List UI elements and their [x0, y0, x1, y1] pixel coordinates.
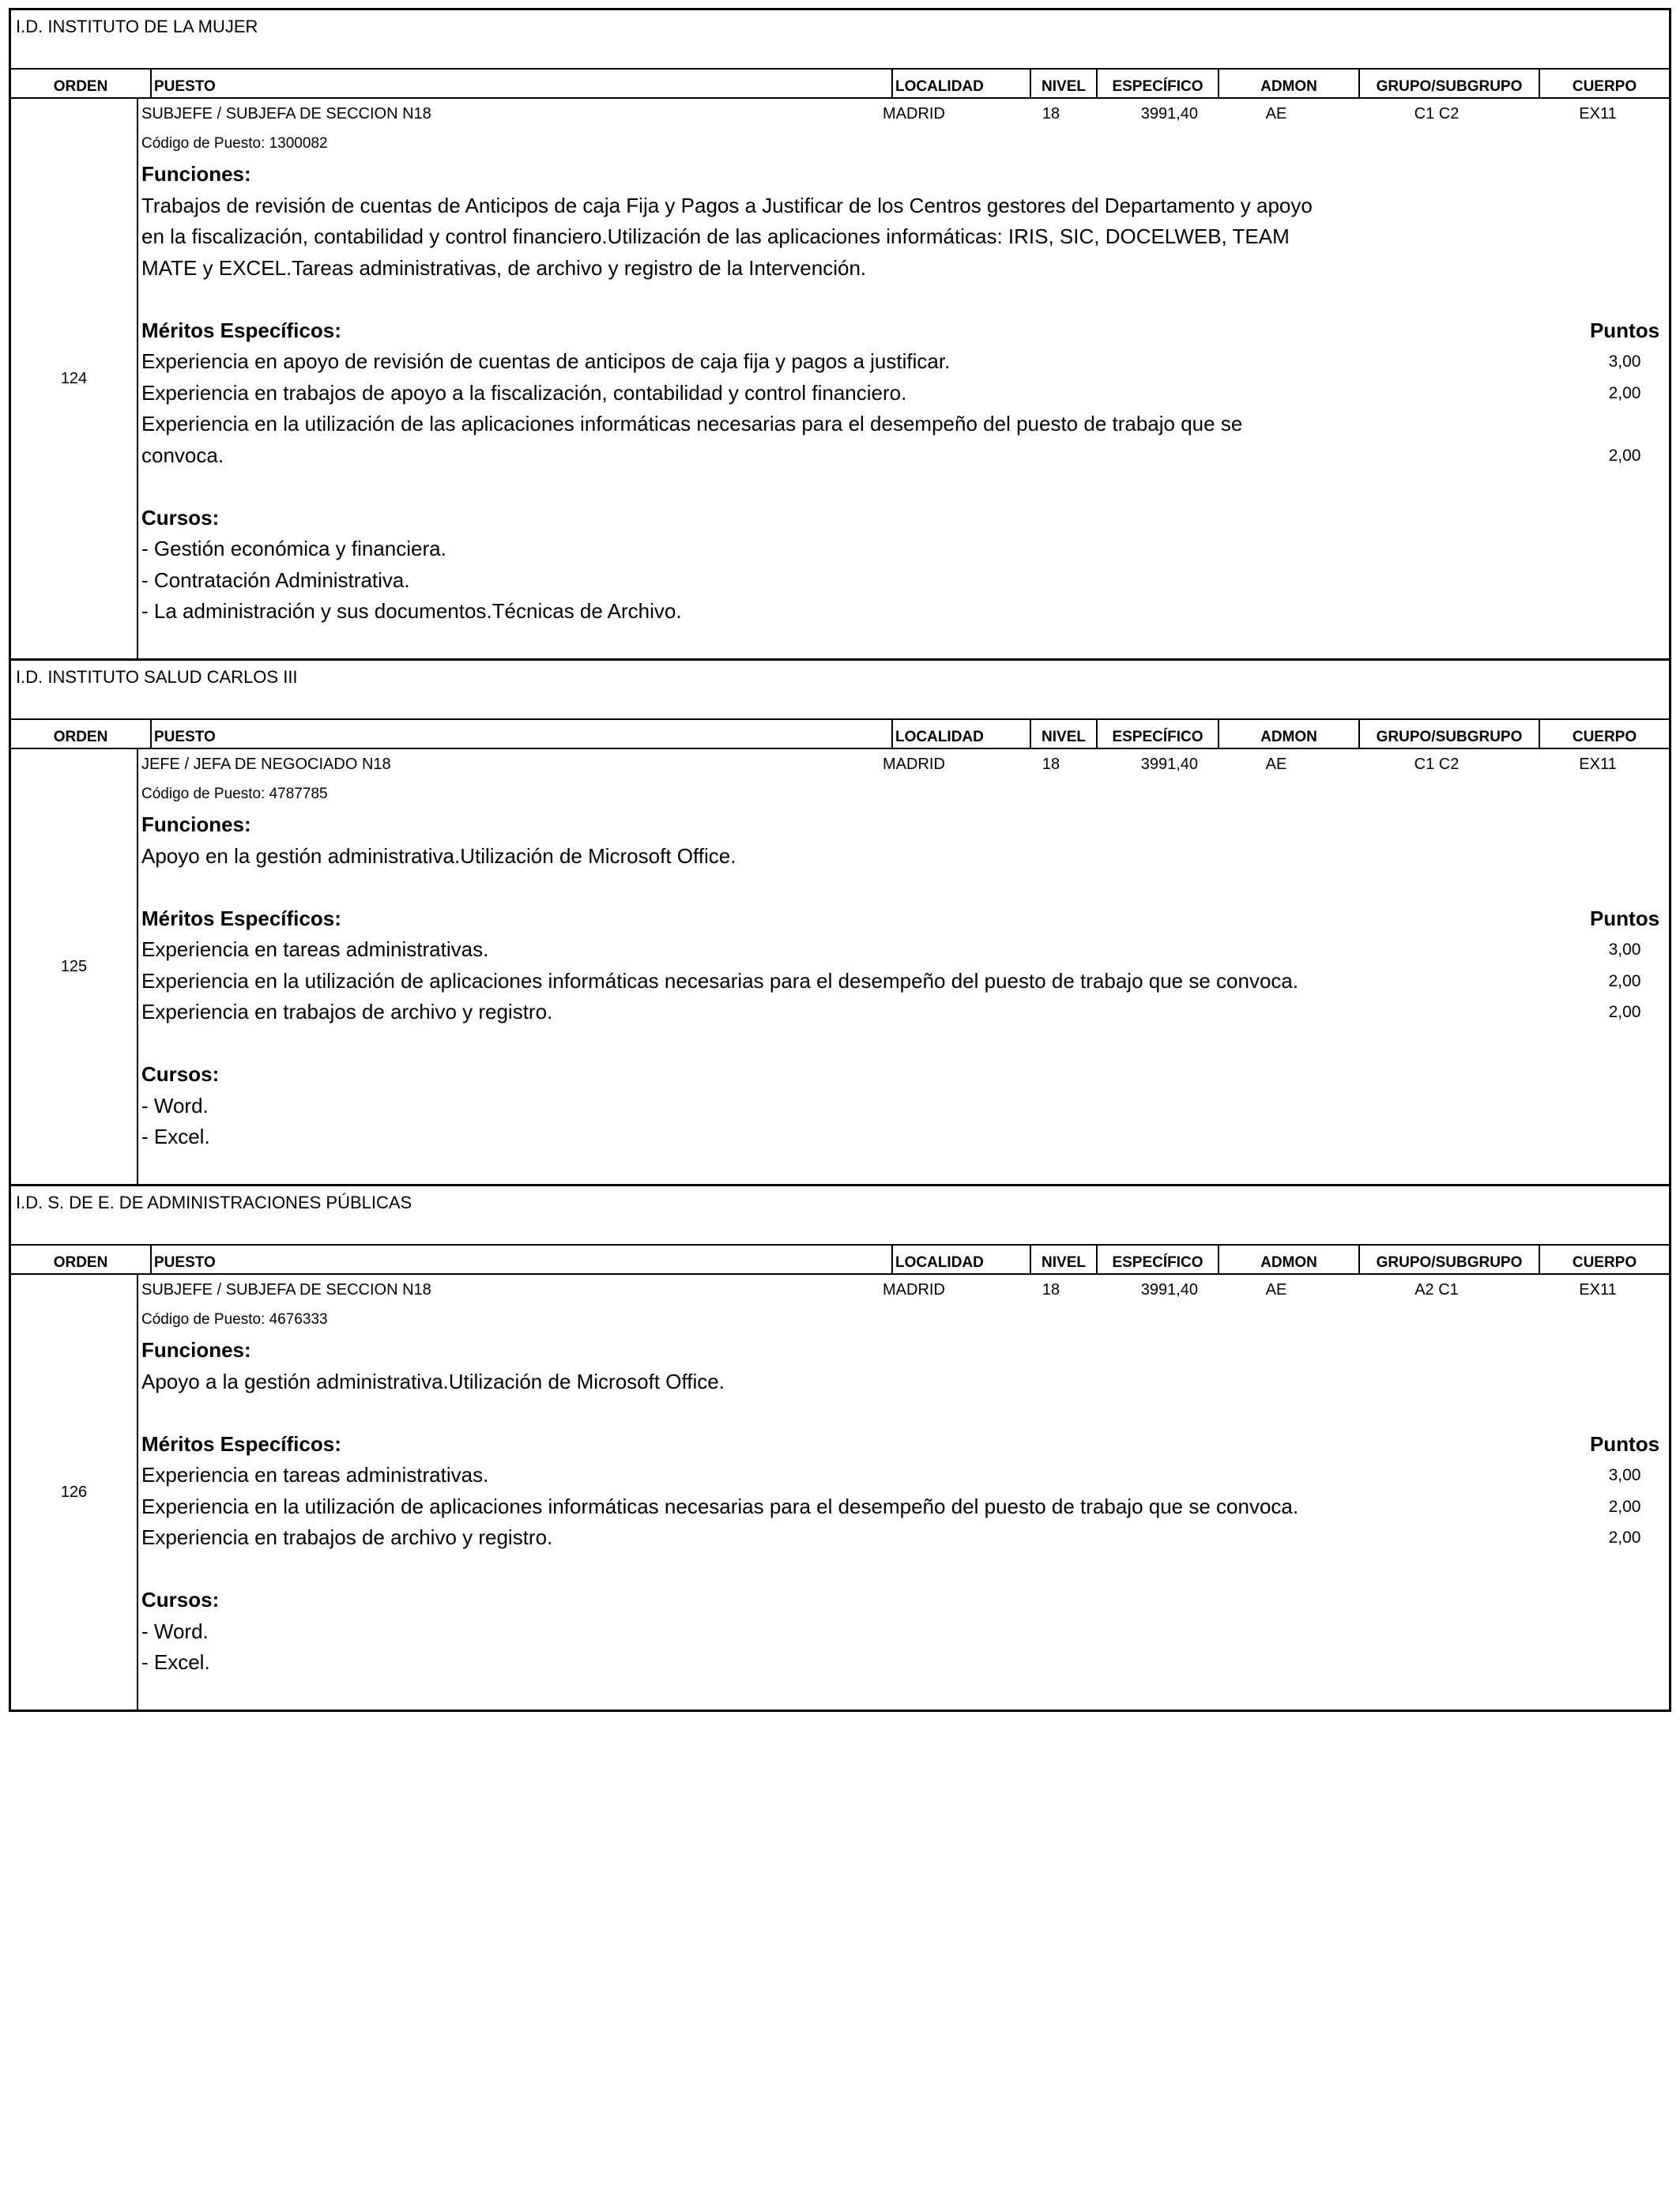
- merito-row: [141, 1460, 1669, 1491]
- column-header-admon: ADMON: [1218, 70, 1358, 97]
- spacer: [141, 284, 1669, 315]
- column-header-row: [11, 1246, 1669, 1275]
- merito-points: 2,00: [1608, 971, 1641, 990]
- meritos-heading-row: [141, 903, 1669, 935]
- position-admon: AE: [1265, 755, 1287, 773]
- merito-points: 2,00: [1608, 1497, 1641, 1516]
- curso-item: - Gestión económica y financiera.: [141, 537, 446, 560]
- meritos-heading: Méritos Específicos:: [141, 318, 341, 342]
- position-corps: EX11: [1579, 755, 1617, 773]
- cursos-heading: Cursos:: [141, 1062, 220, 1086]
- position-block: [9, 658, 1671, 1184]
- merito-text: Experiencia en tareas administrativas.: [141, 1463, 489, 1487]
- merito-text: Experiencia en la utilización de aplicaciones informáticas necesarias para el desempeño del puesto de trabajo que se convoca.: [141, 1494, 1299, 1518]
- position-body: [11, 99, 1669, 658]
- position-summary-row: [141, 1275, 1669, 1305]
- organization-title: I.D. INSTITUTO SALUD CARLOS III: [11, 661, 1669, 720]
- position-specific-amount: 3991,40: [1140, 104, 1198, 123]
- puntos-heading: Puntos: [1589, 318, 1660, 342]
- column-header-localidad: LOCALIDAD: [891, 1246, 1030, 1273]
- spacer: [141, 628, 1669, 659]
- column-header-cuerpo: CUERPO: [1539, 1246, 1669, 1273]
- position-code: Código de Puesto: 1300082: [141, 135, 328, 152]
- position-group: A2 C1: [1414, 1280, 1459, 1299]
- spacer: [141, 1028, 1669, 1060]
- funciones-line: Apoyo a la gestión administrativa.Utilización de Microsoft Office.: [141, 1369, 725, 1393]
- merito-row: [141, 1522, 1669, 1554]
- column-header-orden: ORDEN: [53, 1254, 108, 1271]
- orden-number: 124: [11, 99, 138, 658]
- curso-item: - Word.: [141, 1093, 209, 1118]
- merito-text: Experiencia en trabajos de archivo y registro.: [141, 1525, 553, 1549]
- position-specific-amount: 3991,40: [1140, 755, 1198, 773]
- column-header-especifico: ESPECÍFICO: [1096, 720, 1218, 748]
- curso-item: - La administración y sus documentos.Técnicas de Archivo.: [141, 599, 682, 623]
- column-header-puesto: PUESTO: [150, 1246, 891, 1273]
- job-listing-document: [9, 8, 1671, 1712]
- merito-text: Experiencia en apoyo de revisión de cuentas de anticipos de caja fija y pagos a justificar.: [141, 349, 951, 373]
- position-group: C1 C2: [1414, 755, 1460, 773]
- funciones-line: en la fiscalización, contabilidad y control financiero.Utilización de las aplicaciones informáticas: IRIS, SIC, DOCELWEB, TEAM: [141, 224, 1290, 248]
- position-details: [138, 99, 1669, 658]
- position-location: MADRID: [883, 1280, 945, 1299]
- position-specific-amount: 3991,40: [1140, 1280, 1198, 1299]
- position-block: [9, 1184, 1671, 1712]
- merito-text: Experiencia en trabajos de apoyo a la fiscalización, contabilidad y control financiero.: [141, 380, 907, 405]
- meritos-heading-row: [141, 315, 1669, 347]
- column-header-cuerpo: CUERPO: [1539, 70, 1669, 97]
- column-header-row: [11, 70, 1669, 99]
- spacer: [141, 1153, 1669, 1185]
- cursos-heading: Cursos:: [141, 505, 220, 530]
- merito-points: 2,00: [1608, 446, 1641, 465]
- position-body: [11, 1275, 1669, 1710]
- column-header-puesto: PUESTO: [150, 720, 891, 748]
- funciones-line: Apoyo en la gestión administrativa.Utilización de Microsoft Office.: [141, 843, 736, 868]
- position-details: [138, 1275, 1669, 1710]
- position-admon: AE: [1265, 104, 1287, 123]
- organization-title: I.D. S. DE E. DE ADMINISTRACIONES PÚBLICAS: [11, 1186, 1669, 1246]
- merito-points: 3,00: [1608, 352, 1641, 371]
- curso-item: - Contratación Administrativa.: [141, 567, 410, 592]
- merito-row: [141, 966, 1669, 997]
- funciones-line: MATE y EXCEL.Tareas administrativas, de archivo y registro de la Intervención.: [141, 255, 867, 280]
- funciones-line: Trabajos de revisión de cuentas de Anticipos de caja Fija y Pagos a Justificar de los Centros gestores del Departamento y apoyo: [141, 193, 1313, 217]
- funciones-heading: Funciones:: [141, 1338, 251, 1362]
- merito-row: [141, 409, 1669, 440]
- puntos-heading: Puntos: [1589, 906, 1660, 930]
- merito-points: 2,00: [1608, 1529, 1641, 1547]
- position-group: C1 C2: [1414, 104, 1460, 123]
- position-corps: EX11: [1579, 1280, 1617, 1299]
- spacer: [141, 1554, 1669, 1585]
- curso-item: - Word.: [141, 1619, 209, 1643]
- position-summary-row: [141, 99, 1669, 129]
- merito-points: 3,00: [1608, 941, 1641, 959]
- column-header-nivel: NIVEL: [1030, 1246, 1096, 1273]
- merito-points: 3,00: [1608, 1466, 1641, 1484]
- column-header-localidad: LOCALIDAD: [891, 70, 1030, 97]
- column-header-grupo: GRUPO/SUBGRUPO: [1358, 70, 1539, 97]
- meritos-heading: Méritos Específicos:: [141, 906, 341, 930]
- merito-points: 2,00: [1608, 383, 1641, 402]
- position-code: Código de Puesto: 4787785: [141, 786, 328, 802]
- column-header-admon: ADMON: [1218, 1246, 1358, 1273]
- position-corps: EX11: [1579, 104, 1617, 123]
- position-level: 18: [1042, 104, 1060, 123]
- column-header-cuerpo: CUERPO: [1539, 720, 1669, 748]
- column-header-orden: ORDEN: [53, 78, 108, 95]
- meritos-heading: Méritos Específicos:: [141, 1431, 341, 1456]
- column-header-puesto: PUESTO: [150, 70, 891, 97]
- merito-row: [141, 440, 1669, 472]
- spacer: [141, 471, 1669, 503]
- funciones-heading: Funciones:: [141, 162, 251, 186]
- merito-text: Experiencia en tareas administrativas.: [141, 937, 489, 961]
- position-location: MADRID: [883, 104, 945, 123]
- merito-points: [1580, 409, 1669, 440]
- puntos-heading: Puntos: [1589, 1431, 1660, 1456]
- column-header-nivel: NIVEL: [1030, 70, 1096, 97]
- column-header-orden: ORDEN: [53, 729, 108, 745]
- merito-row: [141, 346, 1669, 378]
- column-header-nivel: NIVEL: [1030, 720, 1096, 748]
- position-title: JEFE / JEFA DE NEGOCIADO N18: [141, 755, 391, 773]
- merito-points: 2,00: [1608, 1003, 1641, 1021]
- spacer: [141, 872, 1669, 903]
- column-header-especifico: ESPECÍFICO: [1096, 70, 1218, 97]
- merito-row: [141, 934, 1669, 966]
- column-header-row: [11, 720, 1669, 749]
- position-body: [11, 749, 1669, 1184]
- column-header-grupo: GRUPO/SUBGRUPO: [1358, 720, 1539, 748]
- merito-text: convoca.: [141, 443, 224, 467]
- meritos-heading-row: [141, 1429, 1669, 1461]
- position-title: SUBJEFE / SUBJEFA DE SECCION N18: [141, 104, 431, 123]
- column-header-grupo: GRUPO/SUBGRUPO: [1358, 1246, 1539, 1273]
- position-title: SUBJEFE / SUBJEFA DE SECCION N18: [141, 1280, 431, 1299]
- merito-row: [141, 997, 1669, 1028]
- spacer: [141, 1679, 1669, 1710]
- position-location: MADRID: [883, 755, 945, 773]
- merito-text: Experiencia en la utilización de aplicaciones informáticas necesarias para el desempeño del puesto de trabajo que se convoca.: [141, 968, 1299, 993]
- merito-row: [141, 1491, 1669, 1523]
- column-header-admon: ADMON: [1218, 720, 1358, 748]
- spacer: [141, 1397, 1669, 1429]
- position-code: Código de Puesto: 4676333: [141, 1311, 328, 1328]
- column-header-especifico: ESPECÍFICO: [1096, 1246, 1218, 1273]
- position-summary-row: [141, 749, 1669, 779]
- orden-number: 126: [11, 1275, 138, 1710]
- funciones-heading: Funciones:: [141, 812, 251, 836]
- position-level: 18: [1042, 1280, 1060, 1299]
- organization-title: I.D. INSTITUTO DE LA MUJER: [11, 10, 1669, 70]
- curso-item: - Excel.: [141, 1125, 210, 1148]
- position-level: 18: [1042, 755, 1060, 773]
- position-details: [138, 749, 1669, 1184]
- cursos-heading: Cursos:: [141, 1588, 220, 1612]
- merito-text: Experiencia en la utilización de las aplicaciones informáticas necesarias para el desempeño del puesto de trabajo que se: [141, 412, 1243, 435]
- curso-item: - Excel.: [141, 1650, 210, 1674]
- orden-number: 125: [11, 749, 138, 1184]
- position-block: [9, 8, 1671, 658]
- merito-text: Experiencia en trabajos de archivo y registro.: [141, 1000, 553, 1023]
- position-admon: AE: [1265, 1280, 1287, 1299]
- merito-row: [141, 378, 1669, 409]
- column-header-localidad: LOCALIDAD: [891, 720, 1030, 748]
